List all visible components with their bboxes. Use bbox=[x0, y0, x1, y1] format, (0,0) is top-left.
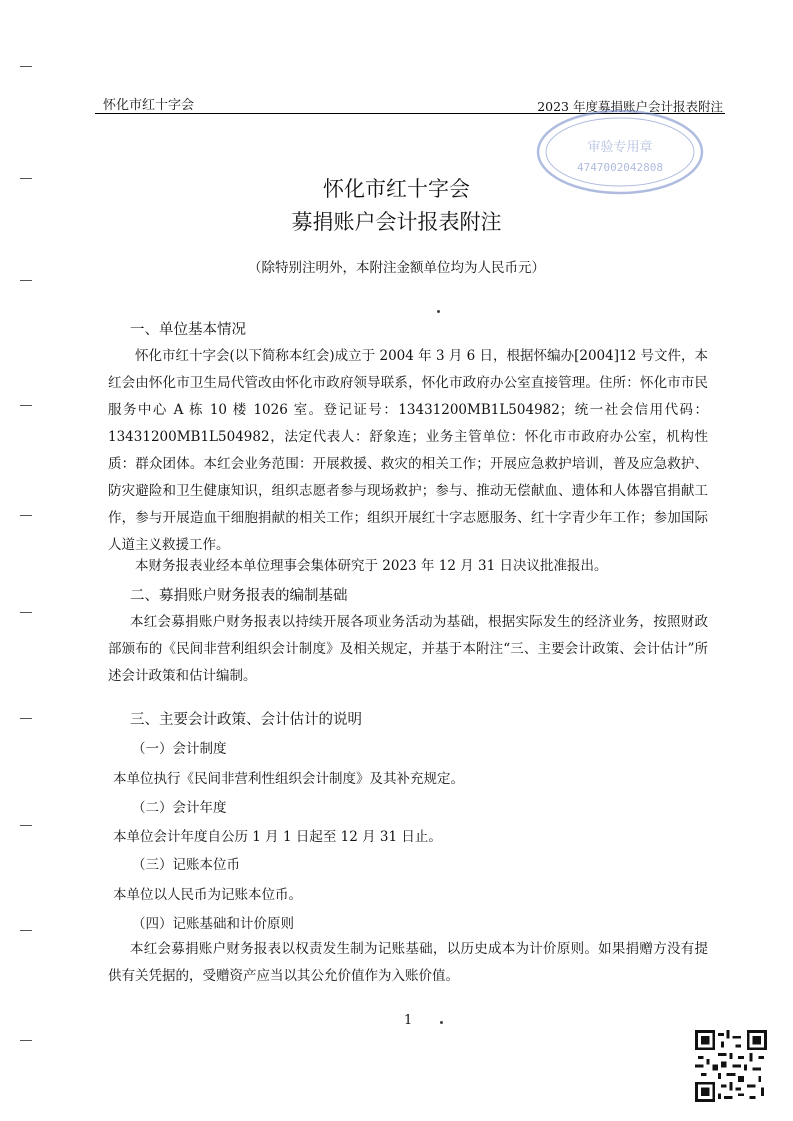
margin-mark bbox=[20, 930, 32, 931]
header-organization: 怀化市红十字会 bbox=[103, 98, 195, 113]
subsection-heading: （二）会计年度 bbox=[132, 800, 227, 816]
section-paragraph: 本财务报表业经本单位理事会集体研究于 2023 年 12 月 31 日决议批准报出。 bbox=[135, 558, 608, 574]
margin-mark bbox=[20, 1040, 32, 1041]
page-title: 怀化市红十字会 bbox=[323, 177, 470, 201]
margin-mark bbox=[20, 66, 32, 67]
subsection-heading: （一）会计制度 bbox=[132, 741, 227, 757]
subsection-text: 本单位执行《民间非营利性组织会计制度》及其补充规定。 bbox=[113, 771, 464, 787]
margin-mark bbox=[20, 280, 32, 281]
scan-speck bbox=[437, 310, 440, 313]
page-subtitle: 募捐账户会计报表附注 bbox=[291, 210, 502, 234]
subsection-text: 本单位以人民币为记账本位币。 bbox=[113, 887, 302, 903]
margin-mark bbox=[20, 612, 32, 613]
section-heading: 三、主要会计政策、会计估计的说明 bbox=[130, 712, 362, 728]
margin-mark bbox=[20, 405, 32, 406]
qr-code-icon bbox=[695, 1030, 767, 1102]
page-number: 1 bbox=[404, 1013, 413, 1028]
subsection-heading: （三）记账本位币 bbox=[132, 857, 240, 873]
header-document-name: 2023 年度募捐账户会计报表附注 bbox=[537, 99, 723, 114]
margin-mark bbox=[20, 718, 32, 719]
stamp-number: 4747002042808 bbox=[576, 161, 664, 174]
scan-speck bbox=[440, 1021, 443, 1024]
margin-mark bbox=[20, 825, 32, 826]
currency-note: （除特别注明外，本附注金额单位均为人民币元） bbox=[248, 260, 545, 276]
stamp-text: 审验专用章 bbox=[587, 140, 653, 155]
section-heading: 二、募捐账户财务报表的编制基础 bbox=[130, 588, 348, 604]
subsection-heading: （四）记账基础和计价原则 bbox=[132, 916, 294, 932]
section-paragraph: 本红会募捐账户财务报表以持续开展各项业务活动为基础，根据实际发生的经济业务，按照财政部颁布的《民间非营利组织会计制度》及相关规定，并基于本附注“三、主要会计政策、会计估计”所述会计政策和估计编制。 bbox=[108, 614, 708, 684]
margin-mark bbox=[20, 515, 32, 516]
subsection-text: 本单位会计年度自公历 1 月 1 日起至 12 月 31 日止。 bbox=[113, 829, 442, 845]
section-paragraph: 怀化市红十字会(以下简称本红会)成立于 2004 年 3 月 6 日，根据怀编办[2004]12 号文件，本红会由怀化市卫生局代管改由怀化市政府领导联系，怀化市政府办公室直接管理。住所：怀化市市民服务中心 A 栋 10 楼 1026 室。登记证号：13431200MB1L504982；统一社会信用代码：13431200MB1L504982，法定代表人：舒象连；业务主管单位：怀化市市政府办公室，机构性质：群众团体。本红会业务范围：开展救援、救灾的相关工作；开展应急救护培训，普及应急救护、防灾避险和卫生健康知识，组织志愿者参与现场救护；参与、推动无偿献血、遗体和人体器官捐献工作，参与开展造血干细胞捐献的相关工作；组织开展红十字志愿服务、红十字青少年工作；参加国际人道主义救援工作。 bbox=[108, 348, 708, 553]
section-heading: 一、单位基本情况 bbox=[130, 322, 246, 338]
subsection-text: 本红会募捐账户财务报表以权责发生制为记账基础，以历史成本为计价原则。如果捐赠方没有提供有关凭据的，受赠资产应当以其公允价值作为入账价值。 bbox=[108, 941, 708, 984]
